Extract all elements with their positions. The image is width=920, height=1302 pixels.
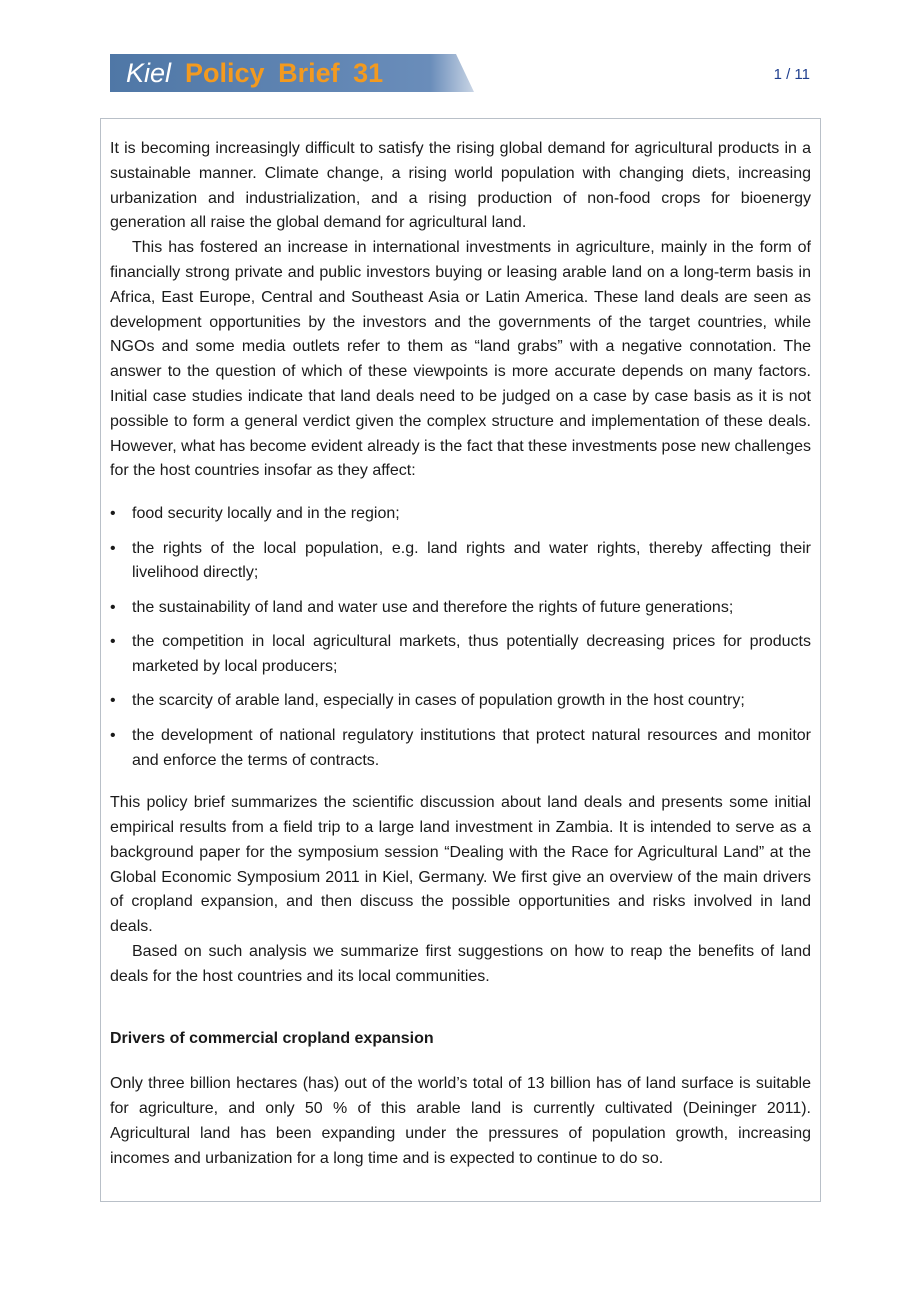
list-item (110, 724, 811, 774)
list-item (110, 537, 811, 587)
bullet-icon: • (110, 726, 116, 744)
list-item (110, 502, 811, 527)
page-number: 1 / 11 (773, 66, 810, 83)
brand-series: Policy Brief 31 (185, 58, 384, 88)
list-item (110, 630, 811, 680)
list-item (110, 596, 811, 621)
list-item-text: the scarcity of arable land, especially in cases of population growth in the host country; (132, 692, 745, 710)
bullet-icon: • (110, 505, 116, 523)
intro-paragraph-2: This has fostered an increase in international investments in agriculture, mainly in the form of financially strong private and public investors buying or leasing arable land on a long-term basis in Africa, East Europe, Central and Southeast Asia or Latin America. These land deals are seen as development opportunities by the investors and the governments of the target countries, while NGOs and some media outlets refer to them as “land grabs” with a negative connotation. The answer to the question of which of these viewpoints is more accurate depends on many factors. Initial case studies indicate that land deals need to be judged on a case by case basis as it is not possible to form a general verdict given the complex structure and implementation of these deals. However, what has become evident already is the fact that these investments pose new challenges for the host countries insofar as they affect: (110, 239, 811, 480)
list-item-text: the competition in local agricultural markets, thus potentially decreasing prices for products marketed by local producers; (132, 633, 811, 675)
list-item (110, 689, 811, 714)
banner-title (126, 57, 383, 89)
document-body (110, 137, 811, 1172)
brand-kiel: Kiel (126, 58, 172, 88)
bullet-icon: • (110, 598, 116, 616)
list-item-text: the development of national regulatory institutions that protect natural resources and monitor and enforce the terms of contracts. (132, 726, 811, 769)
list-item-text: the sustainability of land and water use and therefore the rights of future generations; (132, 598, 734, 616)
list-item-text: the rights of the local population, e.g. land rights and water rights, thereby affecting their livelihood directly; (132, 539, 811, 582)
bullet-icon: • (110, 539, 116, 557)
intro-paragraph-1: It is becoming increasingly difficult to satisfy the rising global demand for agricultural products in a sustainable manner. Climate change, a rising world population with changing diets, increasing urbanization and industrialization, and a rising production of non-food crops for bioenergy generation all raise the global demand for agricultural land. (110, 140, 811, 232)
list-item-text: food security locally and in the region; (132, 505, 400, 523)
bullet-icon: • (110, 633, 116, 651)
summary-paragraph-1: This policy brief summarizes the scientific discussion about land deals and presents some initial empirical results from a field trip to a large land investment in Zambia. It is intended to serve as a background paper for the symposium session “Dealing with the Race for Agricultural Land” at the Global Economic Symposium 2011 in Kiel, Germany. We first give an overview of the main drivers of cropland expansion, and then discuss the possible opportunities and risks involved in land deals. (110, 794, 811, 936)
section-heading: Drivers of commercial cropland expansion (110, 1029, 434, 1047)
content-frame (100, 118, 821, 1202)
section-paragraph-1: Only three billion hectares (has) out of the world’s total of 13 billion has of land surface is suitable for agriculture, and only 50 % of this arable land is currently cultivated (Deininger 2011). Agricultural land has been expanding under the pressures of population growth, increasing incomes and urbanization for a long time and is expected to continue to do so. (110, 1075, 811, 1167)
summary-paragraph-2: Based on such analysis we summarize first suggestions on how to reap the benefits of land deals for the host countries and its local communities. (110, 943, 811, 985)
challenges-list (110, 502, 811, 773)
header-banner (110, 54, 474, 92)
bullet-icon: • (110, 692, 116, 710)
